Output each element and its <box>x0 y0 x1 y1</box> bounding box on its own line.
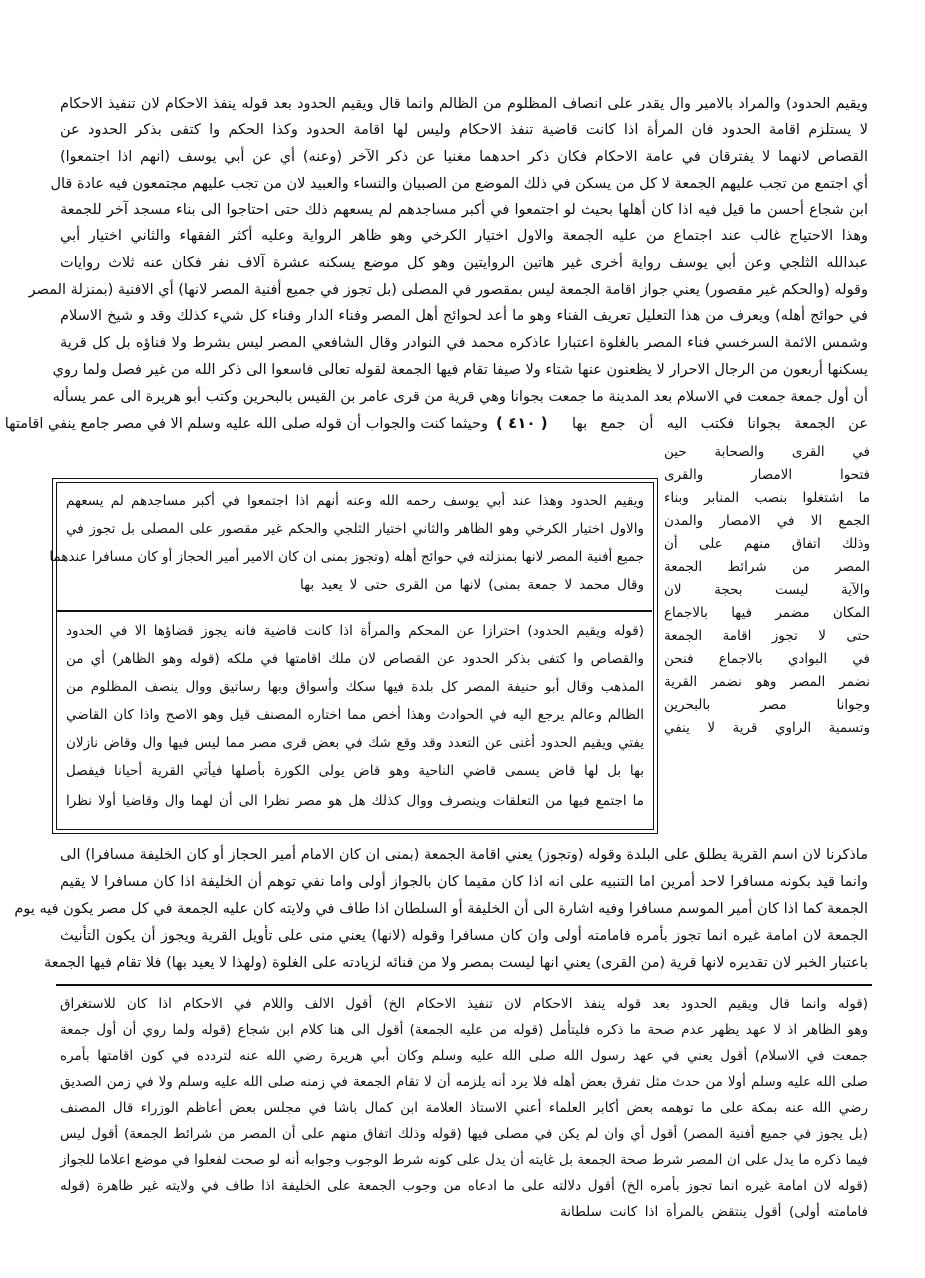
bottom-line: (قوله لان امامة غيره انما تجوز بأمره الخ) أقول دلالته على ما ادعاه من وجوب الجمعة على الخليفة اذا طاف في ولايته غير ظاهرة (قوله <box>60 1178 868 1194</box>
bottom-line: فيما ذكره ما يدل على ان المصر شرط صحة الجمعة بل غايته أن يدل على كونه شرط الوجوب وجوابه أنه لو صحت لفعلوا في موضع اعلاما للجواز <box>60 1152 868 1168</box>
box-line: (قوله ويقيم الحدود) احترازا عن المحكم والمرأة اذا كانت قاضية فانه يجوز قضاؤها الا في الحدود <box>66 623 644 639</box>
side-line: الجمع الا في الامصار والمدن <box>664 513 870 529</box>
main-line: أن أول جمعة جمعت في الاسلام بعد المدينة ما جمعت بجوانا وهي قرية من قرى عامر بن القيس بالبحرين وكتب أبو هريرة الى عمر يسأله <box>52 389 868 405</box>
bottom-line: وهو الظاهر اذ لا عهد يظهر عدم صحة ما ذكره فليتأمل (قوله من عليه الجمعة) أقول الى هنا كلام ابن شجاع (قوله ولما روي أن أول جمعة <box>60 1022 868 1038</box>
box-line: والاول اختيار الكرخي وهو الظاهر والثاني اختيار الثلجي والحكم غير مقصور على المصلى بل تجوز في <box>66 521 644 537</box>
box-line: جميع أفنية المصر لانها بمنزلته في حوائج أهله (وتجوز بمنى ان كان الامير أمير الحجاز أو كان مسافرا عندهما <box>49 549 644 565</box>
box-line: ما اجتمع فيها من التعلقات وينصرف ووال كذلك هل هو مصر نظرا الى أن لهما وال وقاضيا أولا نظرا <box>66 793 644 809</box>
side-line: نضمر المصر وهو نضمر القرية <box>664 674 870 690</box>
box-line: يفتي ويقيم الحدود أغنى عن التعدد وقد وقع شك في بعض قرى مصر مما ليس فيها وال وقاض نازلان <box>66 735 644 751</box>
side-line: المصر من شرائط الجمعة <box>664 559 870 575</box>
box-line: ويقيم الحدود وهذا عند أبي يوسف رحمه الله وعنه أنهم اذا اجتمعوا في أكبر مساجدهم لم يسعهم <box>66 493 644 509</box>
main-line: ماذكرنا لان اسم القرية يطلق على البلدة وقوله (وتجوز) يعني اقامة الجمعة (بمنى ان كان الامام أمير الحجاز أو كان الخليفة مسافرا) الى <box>60 847 868 863</box>
main-line: ابن شجاع أحسن ما قيل فيه اذا كان أهلها بحيث لو اجتمعوا في أكبر مساجدهم لم يسعهم ذلك حتى احتاجوا الى بناء مسجد آخر للجمعة <box>60 202 868 218</box>
side-line: في القرى والصحابة حين <box>664 444 870 460</box>
box-line: المذهب وقال أبو حنيفة المصر كل بلدة فيها سكك وأسواق وبها رساتيق ووال ينصف المظلوم من <box>66 679 644 695</box>
side-line: وتسمية الراوي قرية لا ينفي <box>664 720 870 736</box>
page-number: ( ٤١٠ ) <box>496 414 548 432</box>
main-line: يسكنها أربعون من الرجال الاحرار لا يظعنون عنها شتاء ولا صيفا تقام فيها الجمعة لقوله تعالى فاسعوا الى ذكر الله من غير فصل ولما روي <box>52 362 868 378</box>
side-line: والآية ليست بحجة لان <box>664 582 870 598</box>
side-line: فتحوا الامصار والقرى <box>664 467 870 483</box>
bottom-line: صلى الله عليه وسلم أولا من حدث مثل تفرق بعض أهله فلا يرد أنه يلزمه أن لا تقام الجمعة في زمنه صلى الله عليه وسلم ولا في زمن الصديق <box>60 1074 868 1090</box>
main-line: وشمس الائمة السرخسي فناء المصر بالغلوة اعتبارا عاذكره محمد في النوادر وقال الشافعي المصر ليس بشرط ولا فناؤه بل كل قرية <box>60 335 868 351</box>
main-line: وقوله (والحكم غير مقصور) يعني جواز اقامة الجمعة ليس بمقصور في المصلى (بل تجوز في جميع أفنية المصر لانها) أي الافنية (بمنزلة المصر <box>28 282 868 298</box>
side-line: في البوادي بالاجماع فنحن <box>664 651 870 667</box>
side-line: ما اشتغلوا بنصب المنابر وبناء <box>664 490 870 506</box>
main-line: لا يستلزم اقامة الحدود فان المرأة اذا كانت قاضية تنفذ الاحكام وليس لها اقامة الحدود وكذا الحكم وا كتفى بذكر الحدود عن <box>60 122 868 138</box>
main-line: وحيثما كنت والجواب أن قوله صلى الله عليه وسلم الا في مصر جامع ينفي اقامتها <box>4 416 488 432</box>
main-line: وهذا الاحتياج غالب عند اجتماع من عليه الجمعة والاول اختيار الكرخي وهو ظاهر الرواية وعليه أكثر الفقهاء والثاني اختيار أبي <box>60 228 868 244</box>
box-divider <box>56 610 652 612</box>
main-line: الجمعة لان امامة غيره انما تجوز بأمره فامامته أولى وان كان مسافرا وقوله (لانها) يعني منى على تأويل القرية ويجوز أن يكون التأنيث <box>60 928 868 944</box>
main-line: ويقيم الحدود) والمراد بالامير وال يقدر على انصاف المظلوم من الظالم وانما قال ويقيم الحدود بعد قوله ينفذ الاحكام لان تنفيذ الاحكام <box>60 96 868 112</box>
box-line: بها بل لها قاض يسمى قاضي الناحية وهو قاض يولى الكورة بأصلها فيأتي القرية أحيانا فيفصل <box>66 763 644 779</box>
main-line: عبدالله الثلجي وعن أبي يوسف رواية أخرى غير هاتين الروايتين وهو كل موضع يسكنه عشرة آلاف نفر فكان عنه ثلاث روايات <box>60 255 868 271</box>
bottom-line: (قوله وانما قال ويقيم الحدود بعد قوله ينفذ الاحكام لان تنفيذ الاحكام الخ) أقول الالف واللام في الاحكام اذا كان للاستغراق <box>60 996 868 1012</box>
side-line: حتى لا تجوز اقامة الجمعة <box>664 628 870 644</box>
box-line: الظالم وعالم يرجع اليه في الحوادث وهذا أخص مما اختاره المصنف قيل وهو الاصح واذا كان القاضي <box>66 707 644 723</box>
bottom-line: رضي الله عنه بمكة على ما توهمه بعض أكابر العلماء أعني الاستاذ العلامة ابن كمال باشا في مجلس بعض أعاظم الوزراء قال المصنف <box>60 1100 868 1116</box>
main-line: في حوائج أهله) ويعرف من هذا التعليل تعريف الفناء وهو ما أعد لحوائج أهل المصر وفناء الدار وفناء كل شيء كذلك وقد و شيخ الاسلام <box>60 308 868 324</box>
box-line: وقال محمد لا جمعة بمنى) لانها من القرى حتى لا يعيد بها <box>300 577 644 593</box>
main-line: وانما قيد بكونه مسافرا لاحد أمرين اما التنبيه على انه اذا كان مقيما كان بالجواز أولى واما نفي توهم أن الخليفة اذا كان مسافرا لا يقيم <box>60 874 868 890</box>
main-line: القصاص لانهما لا يفترقان في عامة الاحكام فكان ذكر احدهما مغنيا عن ذكر الآخر (وعنه) أي عن أبي يوسف (انهم اذا اجتمعوا) <box>60 149 868 165</box>
box-line: والقصاص وا كتفى بذكر الحدود عن القصاص لان ملك اقامتها في ملكه (قوله وهو الظاهر) أي من <box>66 651 644 667</box>
main-line: عن الجمعة بجوانا فكتب اليه أن جمع بها <box>572 416 868 432</box>
bottom-line: فامامته أولى) أقول ينتقض بالمرأة اذا كانت سلطانة <box>560 1204 868 1220</box>
side-line: وجوانا مصر بالبحرين <box>664 697 870 713</box>
bottom-line: (بل يجوز في جميع أفنية المصر) أقول أي وان لم يكن في مصلى فيها (قوله وذلك اتفاق منهم على أن المصر من شرائط الجمعة) أقول ليس <box>60 1126 868 1142</box>
main-line: باعتبار الخبر لان تقديره لانها قرية (من القرى) يعني انها ليست بمصر ولا من فنائه لزيادته على الغلوة (ولهذا لا يعيد بها) فلا تقام فيها الجمعة <box>43 955 868 971</box>
footnote-divider <box>56 984 872 986</box>
side-line: وذلك اتفاق منهم على أن <box>664 536 870 552</box>
main-line: الجمعة كما اذا كان أمير الموسم مسافرا وفيه اشارة الى أن الخليفة أو السلطان اذا طاف في ولايته كان عليه الجمعة في كل مصر يكون فيه يوم <box>14 901 868 917</box>
bottom-line: جمعت في الاسلام) أقول يعني في عهد رسول الله صلى الله عليه وسلم وكان أبي هريرة رضي الله عنه لتردده في كون اقامتها بأمره <box>60 1048 868 1064</box>
main-line: أي اجتمع من تجب عليهم الجمعة لا كل من يسكن في ذلك الموضع من الصبيان والنساء والعبيد لان من تجب عليهم مجتمعون فيه عادة قال <box>50 176 868 192</box>
side-line: المكان مضمر فيها بالاجماع <box>664 605 870 621</box>
